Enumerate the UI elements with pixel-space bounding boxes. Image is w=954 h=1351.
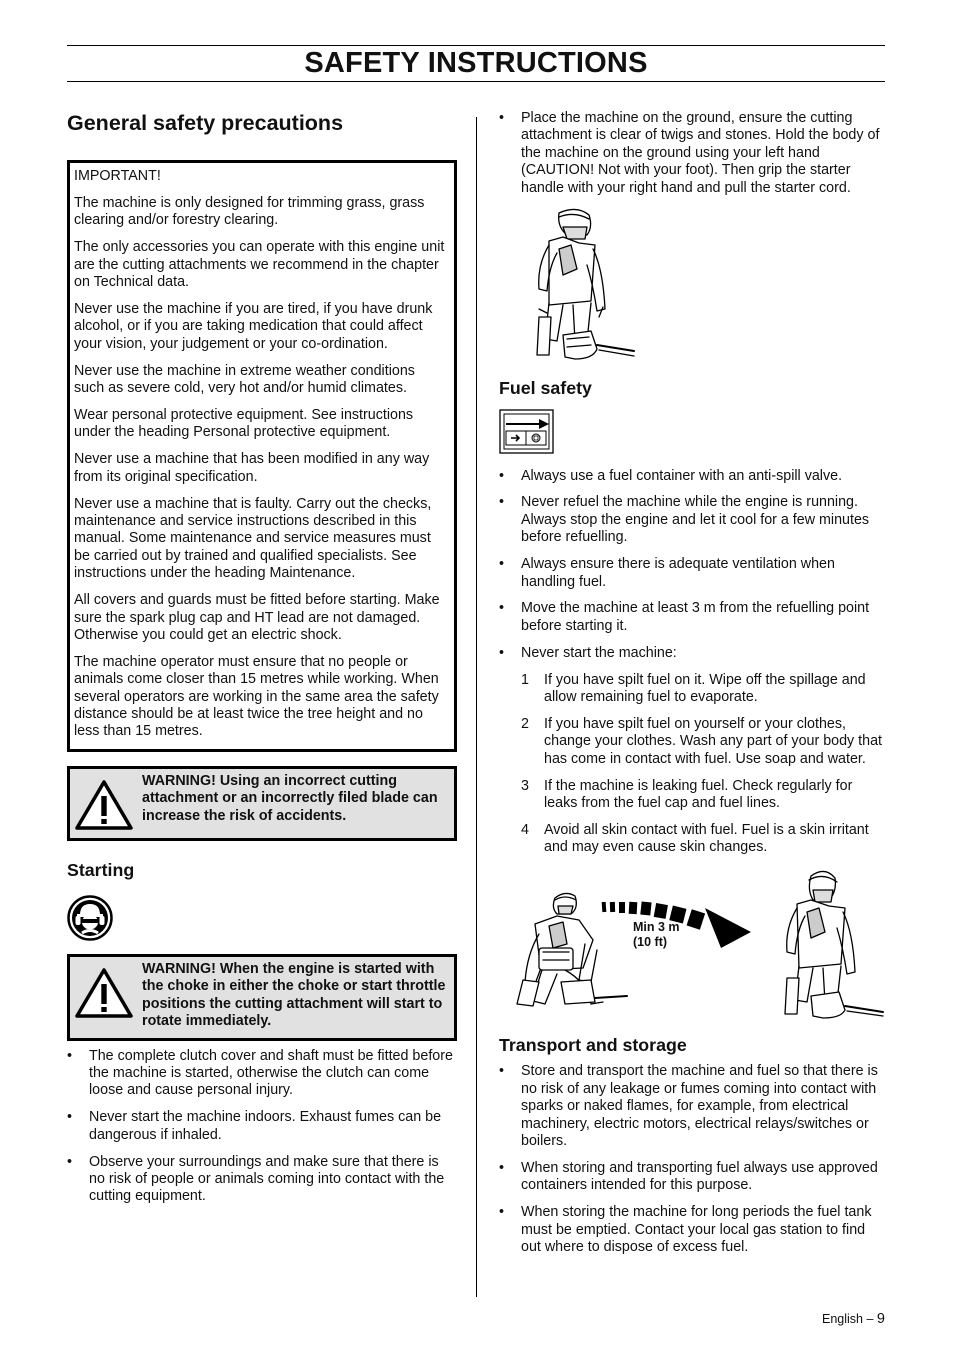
warning-box-cutting	[67, 766, 457, 841]
distance-label-imperial: (10 ft)	[633, 935, 668, 950]
numbered-item-text: If the machine is leaking fuel. Check regularly for leaks from the fuel cap and fuel lines.	[544, 777, 853, 812]
head-protection-icon	[67, 895, 113, 941]
list-item	[499, 645, 885, 857]
footer-language: English	[822, 1312, 863, 1326]
important-paragraph: The machine operator must ensure that no people or animals come closer than 15 metres while working. When several operators are working in the same area the safety distance should be at least twice the tree height and no less than 15 metres.	[74, 653, 439, 740]
bullet-dot: •	[499, 644, 505, 661]
refuel-distance-illustration	[499, 864, 885, 1022]
list-item	[499, 556, 885, 591]
numbered-item	[521, 778, 885, 813]
right-column	[499, 110, 885, 1266]
header-bottom-rule	[67, 81, 885, 82]
fuel-bullet-list	[499, 468, 885, 857]
list-item	[499, 468, 885, 485]
list-item	[499, 110, 885, 197]
list-item-text: Store and transport the machine and fuel so that there is no risk of any leakage or fumes coming into contact with sparks or naked flames, for example, from electrical machinery, electric motors, electrical relays/switches or boilers.	[521, 1063, 878, 1149]
important-paragraph: Never use a machine that is faulty. Carry out the checks, maintenance and service instructions described in this manual. Some maintenance and service measures must be carried out by trained and qualified specialists. See instructions under the heading Maintenance.	[74, 495, 432, 582]
bullet-dot: •	[499, 494, 505, 511]
important-paragraph: All covers and guards must be fitted before starting. Make sure the spark plug cap and HT lead are not damaged. Otherwise you could get an electric shock.	[74, 592, 440, 643]
bullet-dot: •	[499, 600, 505, 617]
page-title: SAFETY INSTRUCTIONS	[304, 47, 648, 79]
important-box	[67, 160, 457, 752]
list-item-text: Observe your surroundings and make sure that there is no risk of people or animals coming into contact with the cutting equipment.	[89, 1153, 445, 1205]
item-number: 2	[521, 716, 529, 732]
list-item-text: Place the machine on the ground, ensure the cutting attachment is clear of twigs and stones. Hold the body of the machine on the ground using your left hand (CAUTION! Not with your foot). Then grip the starter handle with your right hand and pull the starter cord.	[521, 110, 880, 196]
warning-text: WARNING! When the engine is started with the choke in either the choke or start throttle positions the cutting attachment will start to rotate immediately.	[142, 960, 446, 1030]
numbered-item	[521, 822, 885, 857]
list-item	[499, 1160, 885, 1195]
starting-bullet-list	[67, 1048, 457, 1206]
distance-label-metric: Min 3 m	[633, 920, 680, 935]
numbered-item	[521, 672, 885, 707]
list-item-text: The complete clutch cover and shaft must be fitted before the machine is started, otherwise the clutch can come loose and cause personal injury.	[89, 1047, 453, 1099]
bullet-dot: •	[499, 110, 505, 126]
list-item-text: Never start the machine indoors. Exhaust fumes can be dangerous if inhaled.	[89, 1109, 442, 1143]
list-item	[499, 600, 885, 635]
list-item	[67, 1154, 457, 1206]
warning-box-choke	[67, 954, 457, 1041]
warning-triangle-icon	[74, 779, 140, 831]
important-paragraph: The machine is only designed for trimming grass, grass clearing and/or forestry clearing.	[74, 194, 425, 229]
numbered-item-text: Avoid all skin contact with fuel. Fuel is a skin irritant and may even cause skin changes.	[544, 822, 869, 856]
important-paragraph: Never use a machine that has been modified in any way from its original specification.	[74, 451, 430, 485]
list-item-text: Move the machine at least 3 m from the refuelling point before starting it.	[521, 600, 870, 634]
list-item	[499, 1204, 885, 1256]
important-paragraph: Never use the machine in extreme weather conditions such as severe cold, very hot and/or humid climates.	[74, 362, 415, 397]
item-number: 4	[521, 822, 529, 839]
warning-text: WARNING! Using an incorrect cutting attachment or an incorrectly filed blade can increase the risk of accidents.	[142, 772, 438, 824]
subhead-transport-storage: Transport and storage	[499, 1035, 687, 1056]
distance-label	[633, 920, 680, 950]
important-heading: IMPORTANT!	[74, 168, 161, 184]
list-item-text: Always ensure there is adequate ventilation when handling fuel.	[521, 556, 835, 590]
list-item-text: Never refuel the machine while the engine is running. Always stop the engine and let it cool for a few minutes before refuelling.	[521, 494, 870, 546]
column-divider	[476, 117, 477, 1297]
transport-bullet-list	[499, 1063, 885, 1256]
numbered-item-text: If you have spilt fuel on yourself or your clothes, change your clothes. Wash any part of your body that has come in contact with fuel. Use soap and water.	[544, 716, 883, 767]
warning-triangle-icon	[74, 967, 140, 1019]
subhead-starting: Starting	[67, 859, 135, 880]
bullet-dot: •	[67, 1109, 73, 1126]
list-item-text: When storing the machine for long periods the fuel tank must be emptied. Contact your local gas station to find out where to dispose of excess fuel.	[521, 1204, 872, 1255]
page-number: 9	[876, 1311, 885, 1327]
list-item-text: Never start the machine:	[521, 644, 677, 661]
list-item	[499, 494, 885, 546]
never-start-list	[521, 672, 885, 857]
bullet-dot: •	[499, 1204, 505, 1221]
important-paragraph: The only accessories you can operate with this engine unit are the cutting attachments we recommend in the chapter on Technical data.	[74, 239, 445, 291]
bullet-dot: •	[499, 556, 505, 573]
page-footer	[822, 1311, 885, 1328]
item-number: 3	[521, 777, 529, 794]
bullet-dot: •	[499, 1063, 505, 1080]
bullet-dot: •	[67, 1153, 73, 1170]
footer-dash: –	[866, 1312, 874, 1326]
bullet-dot: •	[499, 467, 505, 484]
section-title-general: General safety precautions	[67, 111, 344, 135]
numbered-item-text: If you have spilt fuel on it. Wipe off the spillage and allow remaining fuel to evaporate.	[544, 671, 866, 706]
list-item	[499, 1063, 885, 1150]
bullet-dot: •	[499, 1159, 505, 1176]
important-paragraph: Wear personal protective equipment. See instructions under the heading Personal protective equipment.	[74, 406, 414, 441]
start-procedure-list	[499, 110, 885, 197]
fuel-switch-icon	[499, 409, 554, 454]
subhead-fuel-safety: Fuel safety	[499, 377, 592, 398]
left-column	[67, 108, 457, 1215]
list-item	[67, 1048, 457, 1100]
item-number: 1	[521, 671, 529, 688]
starting-illustration	[519, 205, 639, 365]
list-item-text: Always use a fuel container with an anti-spill valve.	[521, 467, 843, 484]
list-item-text: When storing and transporting fuel always use approved containers intended for this purpose.	[521, 1159, 878, 1194]
numbered-item	[521, 716, 885, 768]
important-paragraph: Never use the machine if you are tired, if you have drunk alcohol, or if you are taking medication that could affect your vision, your judgement or your co-ordination.	[74, 300, 433, 352]
bullet-dot: •	[67, 1047, 73, 1064]
list-item	[67, 1109, 457, 1144]
